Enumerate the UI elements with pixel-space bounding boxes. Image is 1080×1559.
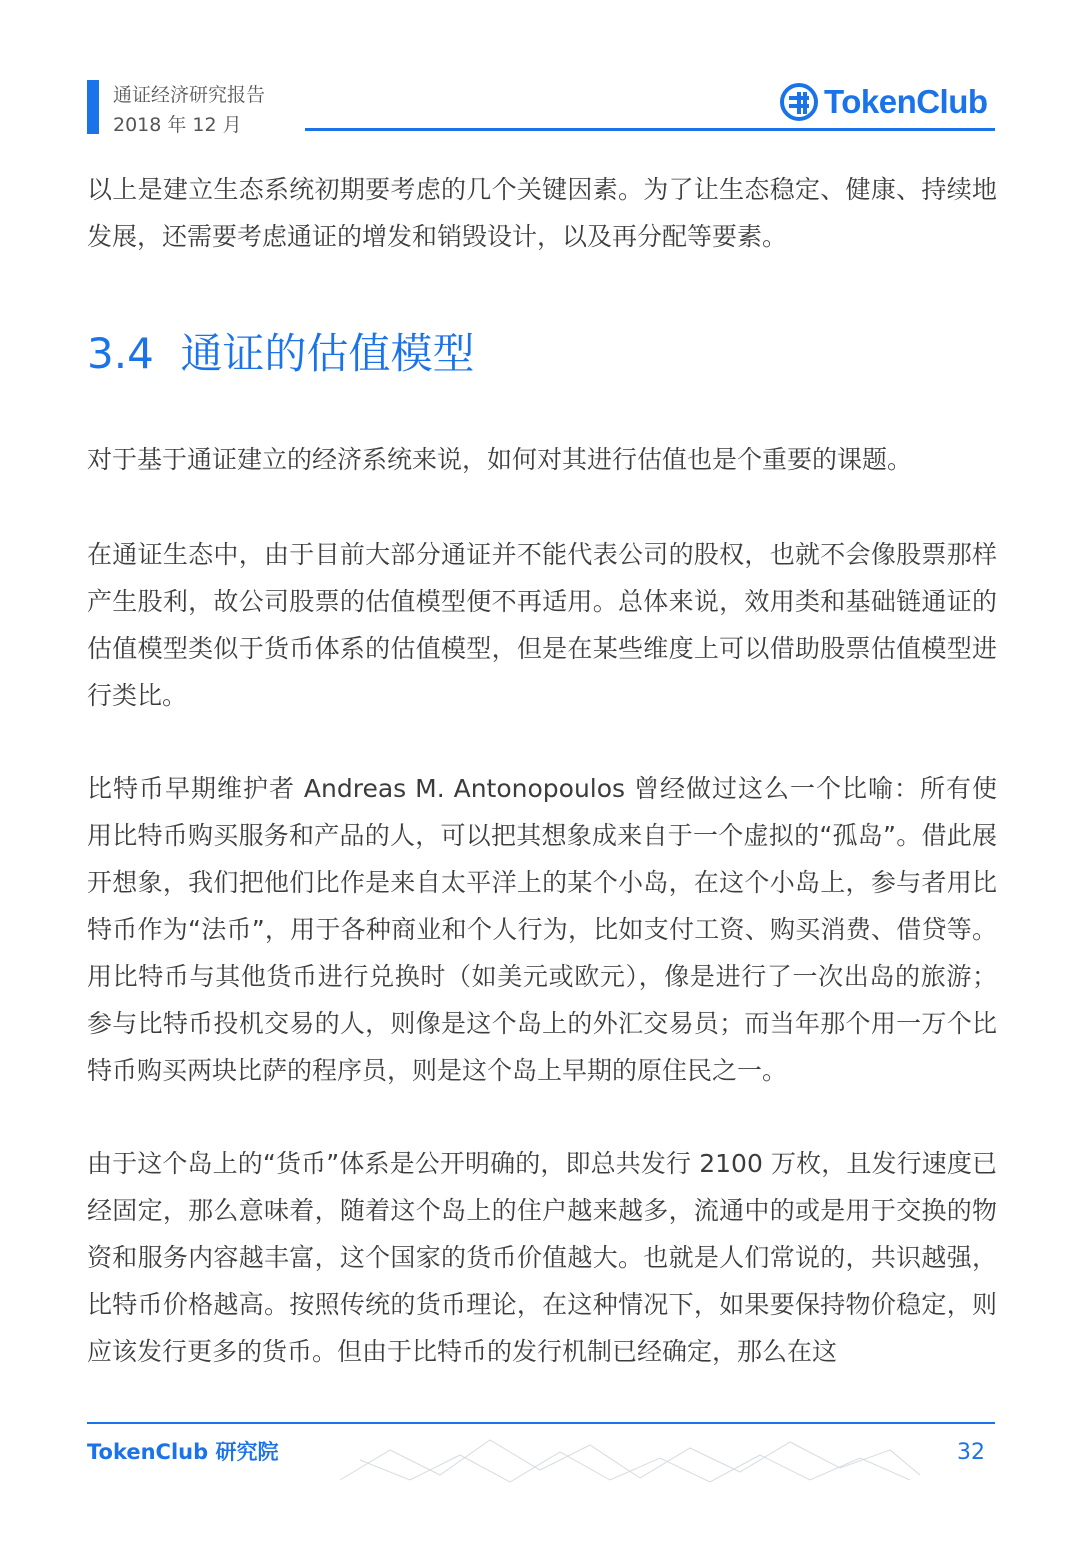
paragraph-1: 对于基于通证建立的经济系统来说，如何对其进行估值也是个重要的课题。 <box>87 445 913 474</box>
footer-brand: TokenClub 研究院 <box>87 1440 279 1464</box>
tokenclub-logo <box>780 80 988 124</box>
page-content <box>87 166 997 1375</box>
tokenclub-logo-icon <box>780 83 818 121</box>
page-number: 32 <box>957 1440 985 1465</box>
logo-text: TokenClub <box>824 83 988 120</box>
paragraph-2: 在通证生态中，由于目前大部分通证并不能代表公司的股权，也就不会像股票那样产生股利，故公司股票的估值模型便不再适用。总体来说，效用类和基础链通证的估值模型类似于货币体系的估值模型，但是在某些维度上可以借助股票估值模型进行类比。 <box>87 540 997 710</box>
paragraph-intro: 以上是建立生态系统初期要考虑的几个关键因素。为了让生态稳定、健康、持续地发展，还需要考虑通证的增发和销毁设计，以及再分配等要素。 <box>87 175 997 251</box>
network-decoration <box>330 1430 930 1490</box>
paragraph-4: 由于这个岛上的“货币”体系是公开明确的，即总共发行 2100 万枚，且发行速度已经固定，那么意味着，随着这个岛上的住户越来越多，流通中的或是用于交换的物资和服务内容越丰富，这个国家的货币价值越大。也就是人们常说的，共识越强，比特币价格越高。按照传统的货币理论，在这种情况下，如果要保持物价稳定，则应该发行更多的货币。但由于比特币的发行机制已经确定，那么在这 <box>87 1149 997 1366</box>
header-divider <box>305 128 995 131</box>
report-title: 通证经济研究报告 <box>113 84 266 106</box>
paragraph-3: 比特币早期维护者 Andreas M. Antonopoulos 曾经做过这么一个比喻：所有使用比特币购买服务和产品的人，可以把其想象成来自于一个虚拟的“孤岛”。借此展开想象，我们把他们比作是来自太平洋上的某个小岛，在这个小岛上，参与者用比特币作为“法币”，用于各种商业和个人行为，比如支付工资、购买消费、借贷等。用比特币与其他货币进行兑换时（如美元或欧元），像是进行了一次出岛的旅游；参与比特币投机交易的人，则像是这个岛上的外汇交易员；而当年那个用一万个比特币购买两块比萨的程序员，则是这个岛上早期的原住民之一。 <box>87 774 997 1085</box>
section-heading: 3.4 通证的估值模型 <box>87 329 475 378</box>
header-accent-bar <box>87 80 99 134</box>
footer-divider <box>87 1422 995 1424</box>
report-date: 2018 年 12 月 <box>113 114 242 136</box>
